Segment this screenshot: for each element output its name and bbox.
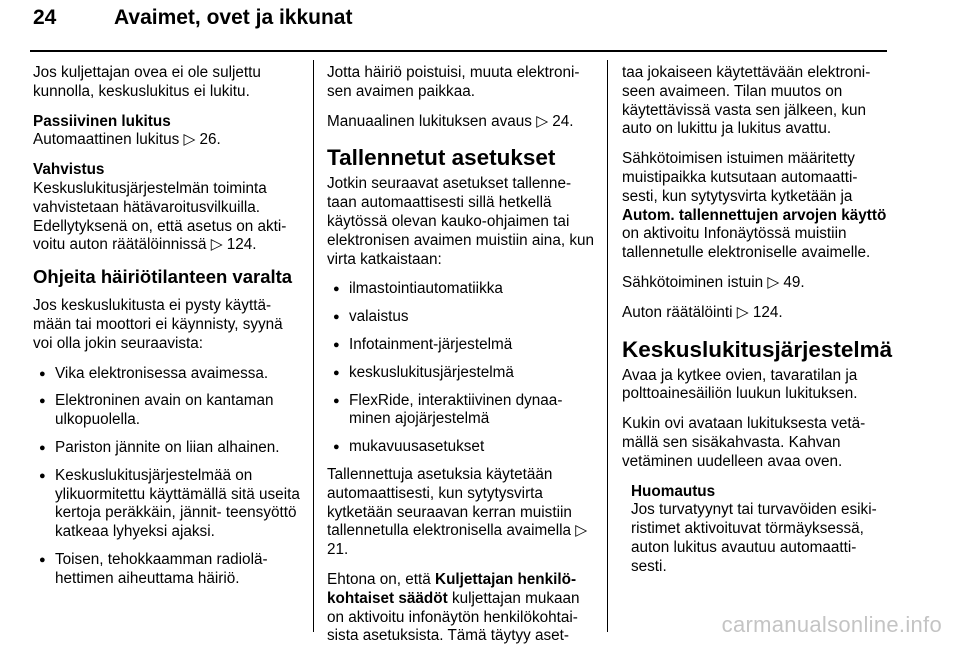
customization-reference: Auton räätälöinti ▷ 124. — [622, 303, 783, 321]
list-item: ● Pariston jännite on liian alhainen. — [33, 439, 301, 458]
column-divider — [313, 60, 314, 632]
condition-paragraph — [327, 571, 595, 646]
note-box — [631, 483, 894, 577]
list-item: ● Keskuslukitusjärjestelmää on ylikuormitettu käyttämällä sitä useita kertoja peräkkäin, jännit- teensyöttö katkeaa lyhyeksi ajaksi. — [33, 467, 301, 542]
confirm-heading: Vahvistus — [33, 161, 105, 179]
usage-paragraph: Tallennettuja asetuksia käytetään automaattisesti, kun sytytysvirta kytketään seuraavan kerran muistiin tallennetulla elektronisella avaimella ▷ 21. — [327, 465, 588, 559]
note-text: Jos turvatyynyt tai turvavöiden esiki- ristimet aktivoituvat törmäyksessä, auton lukitus avautuu automaatti- sesti. — [631, 501, 877, 575]
page-number: 24 — [33, 6, 57, 29]
seat-memory-text-end: on aktivoitu Infonäytössä muistiin tallennetulle elektroniselle avaimelle. — [622, 225, 871, 262]
list-item: ● FlexRide, interaktiivinen dynaa- minen ajojärjestelmä — [327, 392, 595, 430]
list-item: ● ilmastointiautomatiikka — [327, 280, 595, 299]
list-item: ● keskuslukitusjärjestelmä — [327, 364, 595, 383]
passive-lock-text: Automaattinen lukitus ▷ 26. — [33, 131, 221, 149]
saved-settings-heading: Tallennetut asetukset — [327, 145, 556, 171]
seat-memory-setting-name: Autom. tallennettujen arvojen käyttö — [622, 206, 887, 224]
chapter-title: Avaimet, ovet ja ikkunat — [114, 6, 353, 29]
column-divider — [607, 60, 608, 632]
list-item: ● Infotainment-järjestelmä — [327, 336, 595, 355]
condition-text-end: kuljettajan mukaan on aktivoitu infonäytön henkilökohtai- sista asetuksista. Tämä täytyy aset- — [327, 589, 580, 645]
continued-paragraph: taa jokaiseen käytettävään elektroni- seen avaimeen. Tilan muutos on käytettävissä vasta sen jälkeen, kun auto on lukittu ja lukitus avattu. — [622, 64, 871, 138]
central-locking-text-2: Kukin ovi avataan lukituksesta vetä- mällä sen sisäkahvasta. Kahvan vetäminen uudelleen avaa oven. — [622, 415, 866, 470]
intro-paragraph: Jos kuljettajan ovea ei ole suljettu kunnolla, keskuslukitus ei lukitu. — [33, 64, 261, 100]
saved-settings-text: Jotkin seuraavat asetukset tallenne- taan automaattisesti sillä hetkellä käytössä olevan kauko-ohjaimen tai elektronisen avaimen muistiin aina, kun virta katkaistaan: — [327, 175, 594, 268]
manual-unlock-reference: Manuaalinen lukituksen avaus ▷ 24. — [327, 112, 574, 130]
fault-heading: Ohjeita häiriötilanteen varalta — [33, 266, 293, 288]
list-item: ● Vika elektronisessa avaimessa. — [33, 365, 301, 384]
column-1 — [33, 64, 301, 598]
list-item: ● valaistus — [327, 308, 595, 327]
column-2 — [327, 64, 595, 657]
seat-reference: Sähkötoiminen istuin ▷ 49. — [622, 273, 805, 291]
condition-text: Ehtona on, että — [327, 570, 431, 588]
note-heading: Huomautus — [631, 482, 716, 500]
list-item: ● Toisen, tehokkaamman radiolä- hettimen aiheuttama häiriö. — [33, 551, 301, 589]
passive-lock-section — [33, 113, 301, 151]
list-item: ● mukavuusasetukset — [327, 438, 595, 457]
page-header — [30, 4, 887, 50]
central-locking-heading: Keskuslukitusjärjestelmä — [622, 336, 893, 362]
column-3 — [622, 64, 894, 577]
fault-text: Jos keskuslukitusta ei pysty käyttä- mään tai moottori ei käynnisty, syynä voi olla jokin seuraavista: — [33, 297, 283, 352]
header-rule — [30, 50, 887, 52]
confirm-section — [33, 161, 301, 255]
condition-setting-name: Kuljettajan henkilö- kohtaiset säädöt — [327, 570, 577, 607]
passive-lock-heading: Passiivinen lukitus — [33, 112, 171, 130]
confirm-text: Keskuslukitusjärjestelmän toiminta vahvistetaan hätävaroitusvilkuilla. Edellytyksenä on, että asetus on akti- voitu auton räätälöinnissä ▷ 124. — [33, 179, 287, 254]
watermark: carmanualsonline.info — [721, 612, 942, 637]
central-locking-text: Avaa ja kytkee ovien, tavaratilan ja polttoainesäiliön luukun lukituksen. — [622, 366, 858, 403]
seat-memory-paragraph — [622, 150, 894, 263]
saved-settings-list — [327, 280, 595, 457]
seat-memory-text: Sähkötoimisen istuimen määritetty muistipaikka kutsutaan automaatti- sesti, kun sytytysvirta kytketään ja — [622, 150, 858, 205]
fault-list — [33, 365, 301, 589]
continued-paragraph: Jotta häiriö poistuisi, muuta elektroni- sen avaimen paikkaa. — [327, 64, 580, 100]
list-item: ● Elektroninen avain on kantaman ulkopuolella. — [33, 392, 301, 430]
